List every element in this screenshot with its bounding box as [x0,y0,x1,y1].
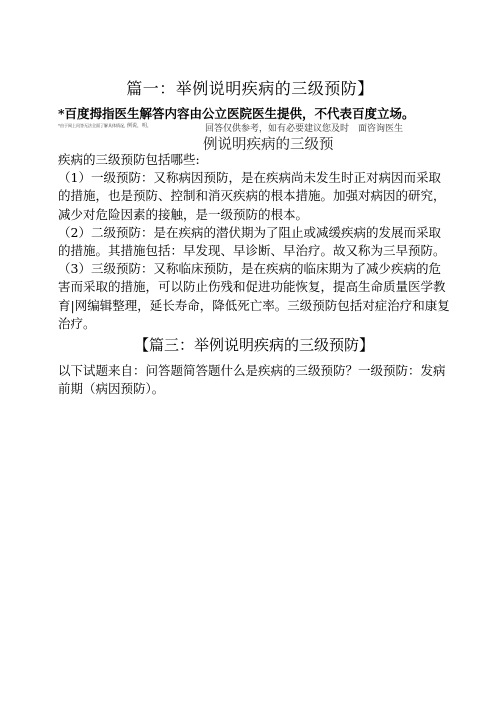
consult-note: 回答仅供参考，如有必要建议您及时 面咨询医生 [205,124,404,134]
paragraph-primary-prevention: （1）一级预防：又称病因预防，是在疾病尚未发生时正对病因而采取的措施，也是预防、控制和消灭疾病的根本措施。加强对病因的研究，减少对危险因素的接触，是一级预防的根本。 [58,170,446,222]
paragraph-tertiary-prevention: （3）三级预防：又称临床预防，是在疾病的临床期为了减少疾病的危害而采取的措施，可以防止伤残和促进功能恢复，提高生命质量医学教育|网编辑整理，延长寿命，降低死亡率。三级预防包括对症治疗和康复治疗。 [58,261,450,331]
paragraph-closing: 以下试题来自：问答题简答题什么是疾病的三级预防？一级预防：发病前期（病因预防）。 [58,363,446,397]
tiny-footnote: *由于网上问答无法全面了解具体情况， [58,123,128,128]
paragraph-secondary-prevention: （2）二级预防：是在疾病的潜伏期为了阻止或减缓疾病的发展而采取的措施。其措施包括：早发现、早诊断、早治疗。故又称为三早预防。 [58,224,446,259]
faint-marks: ，例说，明， [122,123,153,129]
section-title-3: 【篇三：举例说明疾病的三级预防】 [133,336,374,355]
paragraph-intro: 疾病的三级预防包括哪些: [58,152,200,167]
section-title-1: 篇一：举例说明疾病的三级预防】 [126,79,374,98]
document-body [58,151,450,399]
overlapping-title: 例说明疾病的三级预 [203,137,334,153]
disclaimer-notice: *百度拇指医生解答内容由公立医院医生提供，不代表百度立场。 [58,106,415,121]
